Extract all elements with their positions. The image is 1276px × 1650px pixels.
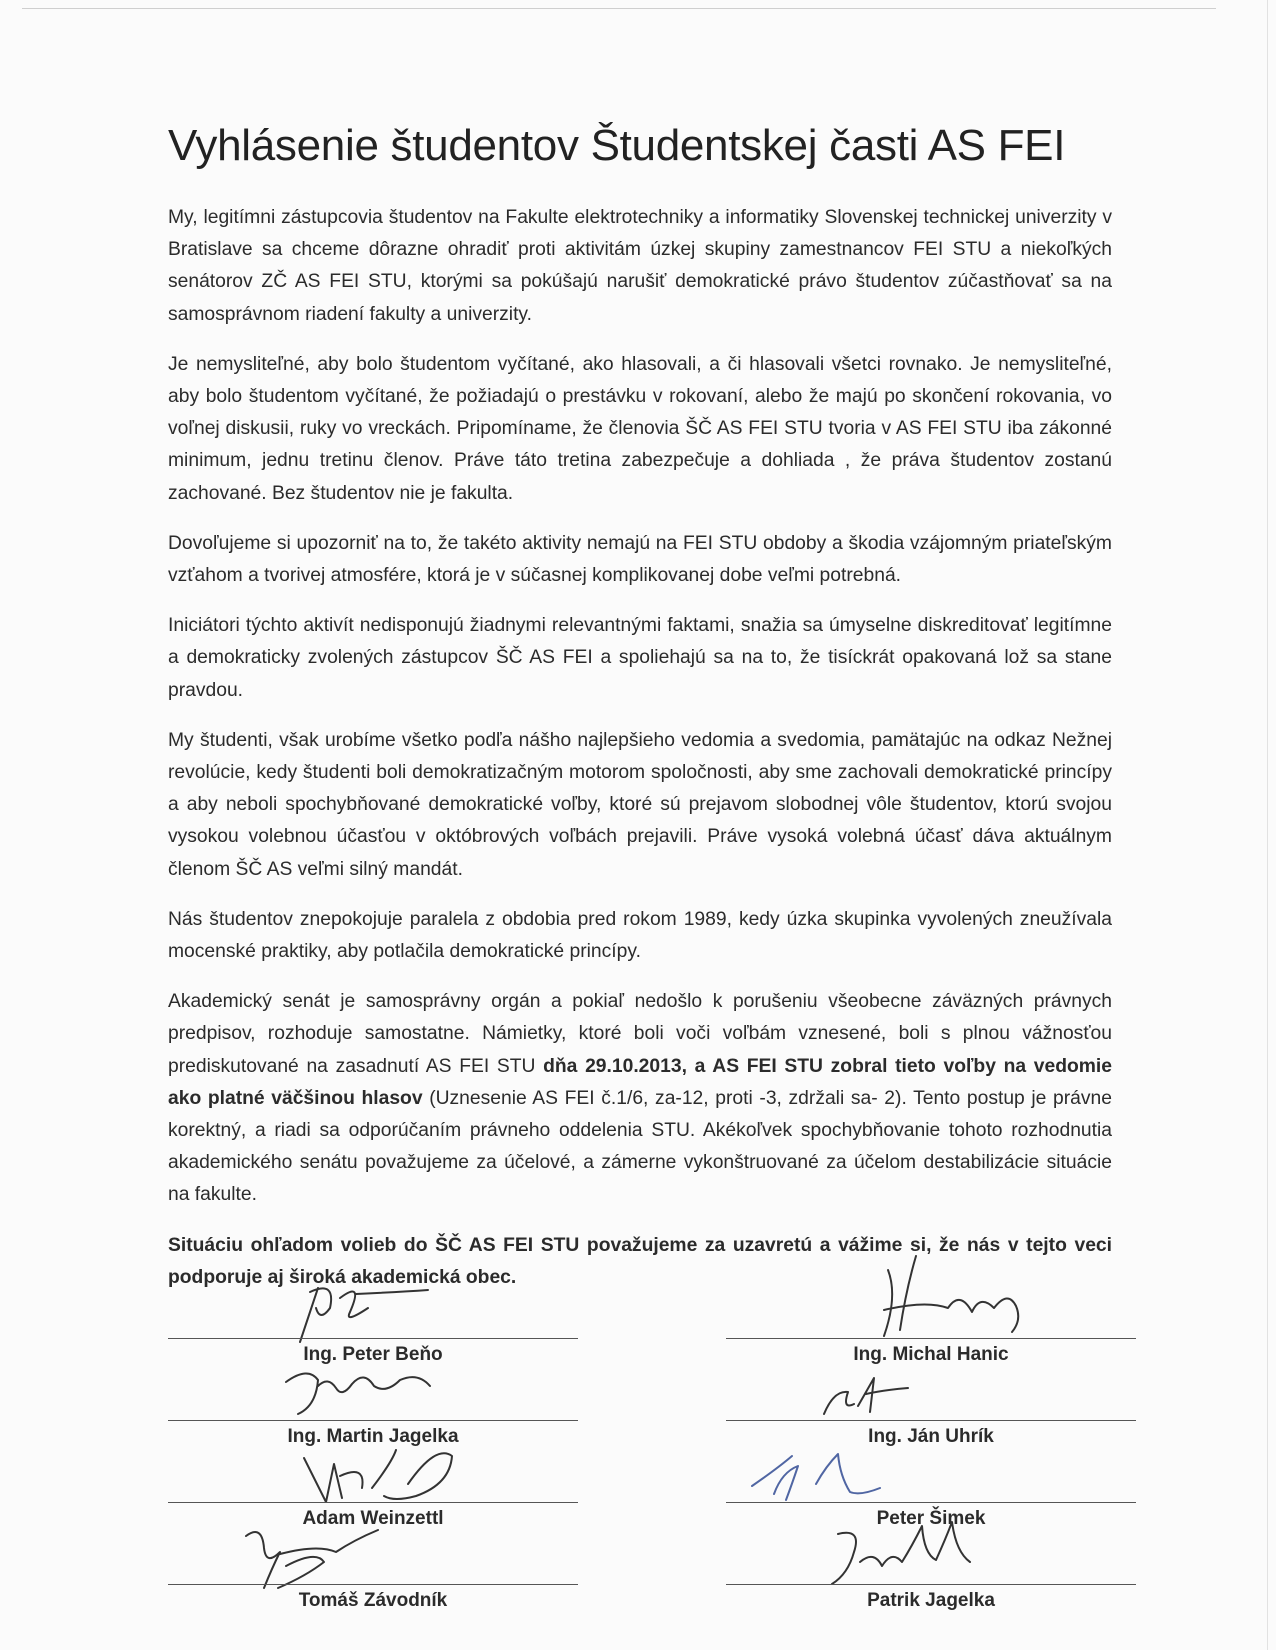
- senate-paragraph-bold: dňa 29.10.2013, a AS FEI STU zobral tieto voľby na vedomie ako platné väčšinou hlasov: [168, 1055, 1112, 1109]
- signatory-name: Ing. Ján Uhrík: [868, 1426, 994, 1447]
- signatory-name: Ing. Peter Beňo: [303, 1344, 443, 1365]
- senate-paragraph: [168, 986, 1112, 1211]
- paragraph-6: Nás študentov znepokojuje paralela z obdobia pred rokom 1989, kedy úzka skupinka vyvolených zneužívala mocenské praktiky, aby potlačila demokratické princípy.: [168, 908, 1112, 963]
- paragraph-2: Je nemysliteľné, aby bolo študentom vyčítané, ako hlasovali, a či hlasovali všetci rovnako. Je nemysliteľné, aby bolo študentom vyčítané, že požiadajú o prestávku v rokovaní, alebo že majú po skončení rokovania, vo voľnej diskusii, ruky vo vreckách. Pripomíname, že členovia ŠČ AS FEI STU tvoria v AS FEI STU iba zákonné minimum, jednu tretinu členov. Práve táto tretina zabezpečuje a dohliada , že práva študentov zostanú zachované. Bez študentov nie je fakulta.: [168, 353, 1112, 504]
- senate-paragraph-text-1: Akademický senát je samosprávny orgán a pokiaľ nedošlo k porušeniu všeobecne záväzných právnych predpisov, rozhoduje samostatne. Námietky, ktoré boli voči voľbám vznesené, boli s plnou vážnosťou prediskutované na zasadnutí AS FEI STU: [168, 991, 1112, 1077]
- closing-statement-text: Situáciu ohľadom volieb do ŠČ AS FEI STU považujeme za uzavretú a vážime si, že nás v tejto veci podporuje aj široká akademická obec.: [168, 1234, 1112, 1288]
- signature-block-right-4: [726, 1546, 1136, 1626]
- signature-line: [726, 1584, 1136, 1585]
- document-body: [168, 118, 1112, 1312]
- scan-edge-right: [1267, 0, 1268, 1650]
- signatory-name: Patrik Jagelka: [867, 1590, 995, 1611]
- scan-edge-top: [22, 8, 1216, 9]
- paragraph-4: Iniciátori týchto aktivít nedisponujú žiadnymi relevantnými faktami, snažia sa úmyselne diskreditovať legitímne a demokraticky zvolených zástupcov ŠČ AS FEI a spoliehajú sa na to, že tisíckrát opakovaná lož sa stane pravdou.: [168, 615, 1112, 701]
- paragraph-5: My študenti, však urobíme všetko podľa nášho najlepšieho vedomia a svedomia, pamätajúc na odkaz Nežnej revolúcie, kedy študenti boli demokratizačným motorom spoločnosti, aby sme zachovali demokratické princípy a aby neboli spochybňované demokratické voľby, ktoré sú prejavom slobodnej vôle študentov, ktorú svojou vysokou volebnou účasťou v októbrových voľbách prejavili. Práve vysoká volebná účasť dáva aktuálnym členom ŠČ AS veľmi silný mandát.: [168, 729, 1112, 880]
- signatory-name: Peter Šimek: [876, 1508, 986, 1529]
- signatory-name: Ing. Michal Hanic: [853, 1344, 1009, 1365]
- signatory-name: Adam Weinzettl: [302, 1508, 444, 1529]
- document-title: Vyhlásenie študentov Študentskej časti AS FEI: [168, 121, 1066, 170]
- paragraph-3: Dovoľujeme si upozorniť na to, že takéto aktivity nemajú na FEI STU obdoby a škodia vzájomným priateľským vzťahom a tvorivej atmosfére, ktorá je v súčasnej komplikovanej dobe veľmi potrebná.: [168, 532, 1112, 587]
- handwritten-signature-icon: [726, 1496, 1136, 1596]
- signatures-block: [168, 1300, 1128, 1650]
- signatory-name: Tomáš Závodník: [298, 1590, 448, 1611]
- paragraph-1: My, legitímni zástupcovia študentov na Fakulte elektrotechniky a informatiky Slovenskej technickej univerzity v Bratislave sa chceme dôrazne ohradiť proti aktivitám úzkej skupiny zamestnancov FEI STU a niekoľkých senátorov ZČ AS FEI STU, ktorými sa pokúšajú narušiť demokratické právo študentov zúčastňovať sa na samosprávnom riadení fakulty a univerzity.: [168, 207, 1112, 325]
- senate-paragraph-text-2: (Uznesenie AS FEI č.1/6, za-12, proti -3, zdržali sa- 2). Tento postup je právne korektný, a riadi sa odporúčaním právneho oddelenia STU. Akékoľvek spochybňovanie tohoto rozhodnutia akademického senátu považujeme za účelové, a zámerne vykonštruované za účelom destabilizácie situácie na fakulte.: [168, 1087, 1112, 1206]
- handwritten-signature-icon: [168, 1496, 578, 1596]
- signature-line: [168, 1584, 578, 1585]
- signature-block-left-4: [168, 1546, 578, 1626]
- signatory-name: Ing. Martin Jagelka: [287, 1426, 459, 1447]
